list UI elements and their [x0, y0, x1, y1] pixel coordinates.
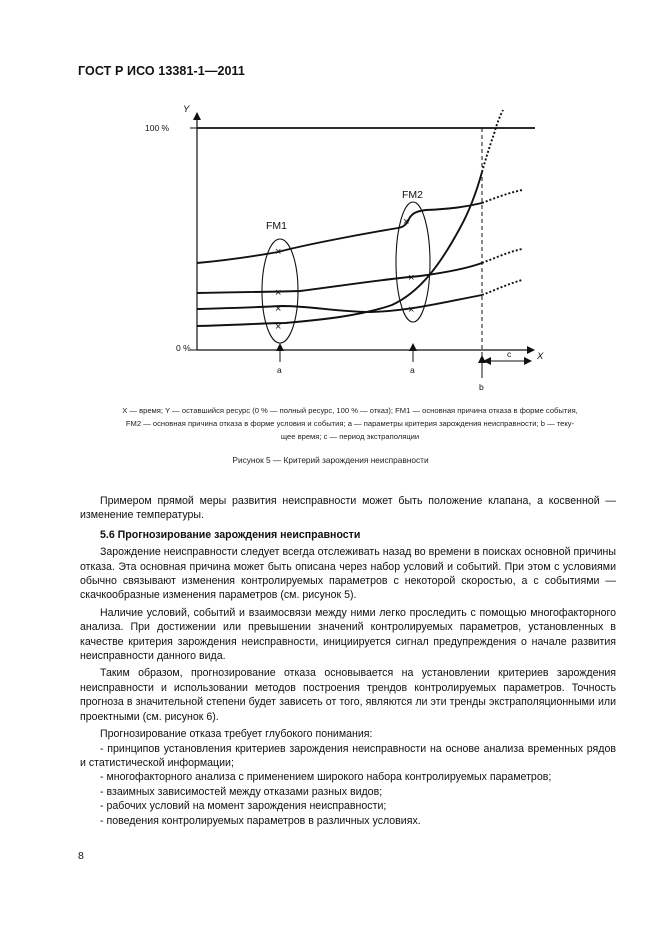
- list-item: - принципов установления критериев зарождения неисправности на основе анализа временных рядов и статистической информации;: [80, 742, 616, 769]
- marker-x: ×: [403, 216, 410, 228]
- legend-line: FM2 — основная причина отказа в форме условия и события; a — параметры критерия зарождения неисправности; b — теку-: [125, 419, 575, 428]
- body-text: [80, 494, 616, 828]
- figure-caption: Рисунок 5 — Критерий зарождения неисправности: [232, 455, 429, 465]
- marker-b-label: b: [479, 382, 484, 392]
- list-item: - рабочих условий на момент зарождения неисправности;: [100, 800, 387, 813]
- marker-c-label: c: [507, 349, 512, 359]
- legend-line: щее время; c — период экстраполяции: [280, 432, 420, 441]
- trend-curve-1: [197, 203, 482, 263]
- y-axis-label: Y: [183, 104, 190, 115]
- page-number: 8: [78, 850, 84, 862]
- trend-curve-2-extrapolation: [482, 249, 522, 263]
- figure-legend: [80, 404, 620, 443]
- fm1-label: FM1: [266, 220, 287, 232]
- marker-x: ×: [275, 303, 282, 315]
- marker-x: ×: [275, 321, 282, 333]
- legend-line: X — время; Y — оставшийся ресурс (0 % — полный ресурс, 100 % — отказ); FM1 — основная причина отказа в форме события,: [122, 406, 578, 415]
- trend-curve-2: [197, 263, 482, 293]
- paragraph: Прогнозирование отказа требует глубокого понимания:: [100, 728, 373, 741]
- marker-a1-label: a: [277, 365, 282, 375]
- marker-x: ×: [408, 304, 415, 316]
- list-item: - взаимных зависимостей между отказами разных видов;: [100, 785, 383, 798]
- trend-curve-3: [197, 295, 482, 312]
- marker-x: ×: [275, 246, 282, 258]
- requirements-list: [80, 742, 616, 828]
- marker-a2-label: a: [410, 365, 415, 375]
- paragraph: Наличие условий, событий и взаимосвязи между ними легко проследить с помощью многофакторного анализа. При достижении или превышении значений контролируемых параметров, установленных в качестве критерия зарождения неисправности, инициируется сигнал предупреждения о начале развития неисправности данного вида.: [80, 606, 616, 663]
- paragraph: Зарождение неисправности следует всегда отслеживать назад во времени в поисках основной причины отказа. Эта основная причина может быть описана через набор условий и событий. При этом с условиями обычно связывают изменения контролируемых параметров с некоторой скоростью, а с событиями — скачкообразные изменения параметров (см. рисунок 5).: [80, 546, 616, 602]
- x-axis-label: X: [537, 351, 544, 362]
- section-title: 5.6 Прогнозирование зарождения неисправности: [100, 528, 361, 541]
- fault-initiation-diagram: [0, 0, 661, 400]
- marker-x: ×: [275, 287, 282, 299]
- trend-curve-1-extrapolation: [482, 190, 522, 203]
- fm1-markers: [275, 246, 281, 333]
- y-top-tick: 100 %: [145, 123, 170, 133]
- marker-x: ×: [408, 272, 415, 284]
- list-item: - поведения контролируемых параметров в различных условиях.: [100, 814, 421, 827]
- document-header: ГОСТ Р ИСО 13381-1—2011: [78, 64, 245, 78]
- fm2-label: FM2: [402, 189, 423, 201]
- fm2-markers: [403, 216, 414, 316]
- y-bottom-tick: 0 %: [176, 343, 191, 353]
- trend-curve-3-extrapolation: [482, 280, 522, 295]
- trend-curve-4-extrapolation: [482, 110, 503, 172]
- paragraph: Примером прямой меры развития неисправности может быть положение клапана, а косвенной — изменение температуры.: [80, 495, 616, 522]
- list-item: - многофакторного анализа с применением широкого набора контролируемых параметров;: [100, 771, 552, 784]
- paragraph: Таким образом, прогнозирование отказа основывается на установлении критериев зарождения неисправности и использовании методов построения трендов контролируемых параметров. Точность прогноза в значительной степени будет зависеть от того, являются ли эти тренды экстраполяционными или проектными (см. рисунок 6).: [80, 667, 616, 723]
